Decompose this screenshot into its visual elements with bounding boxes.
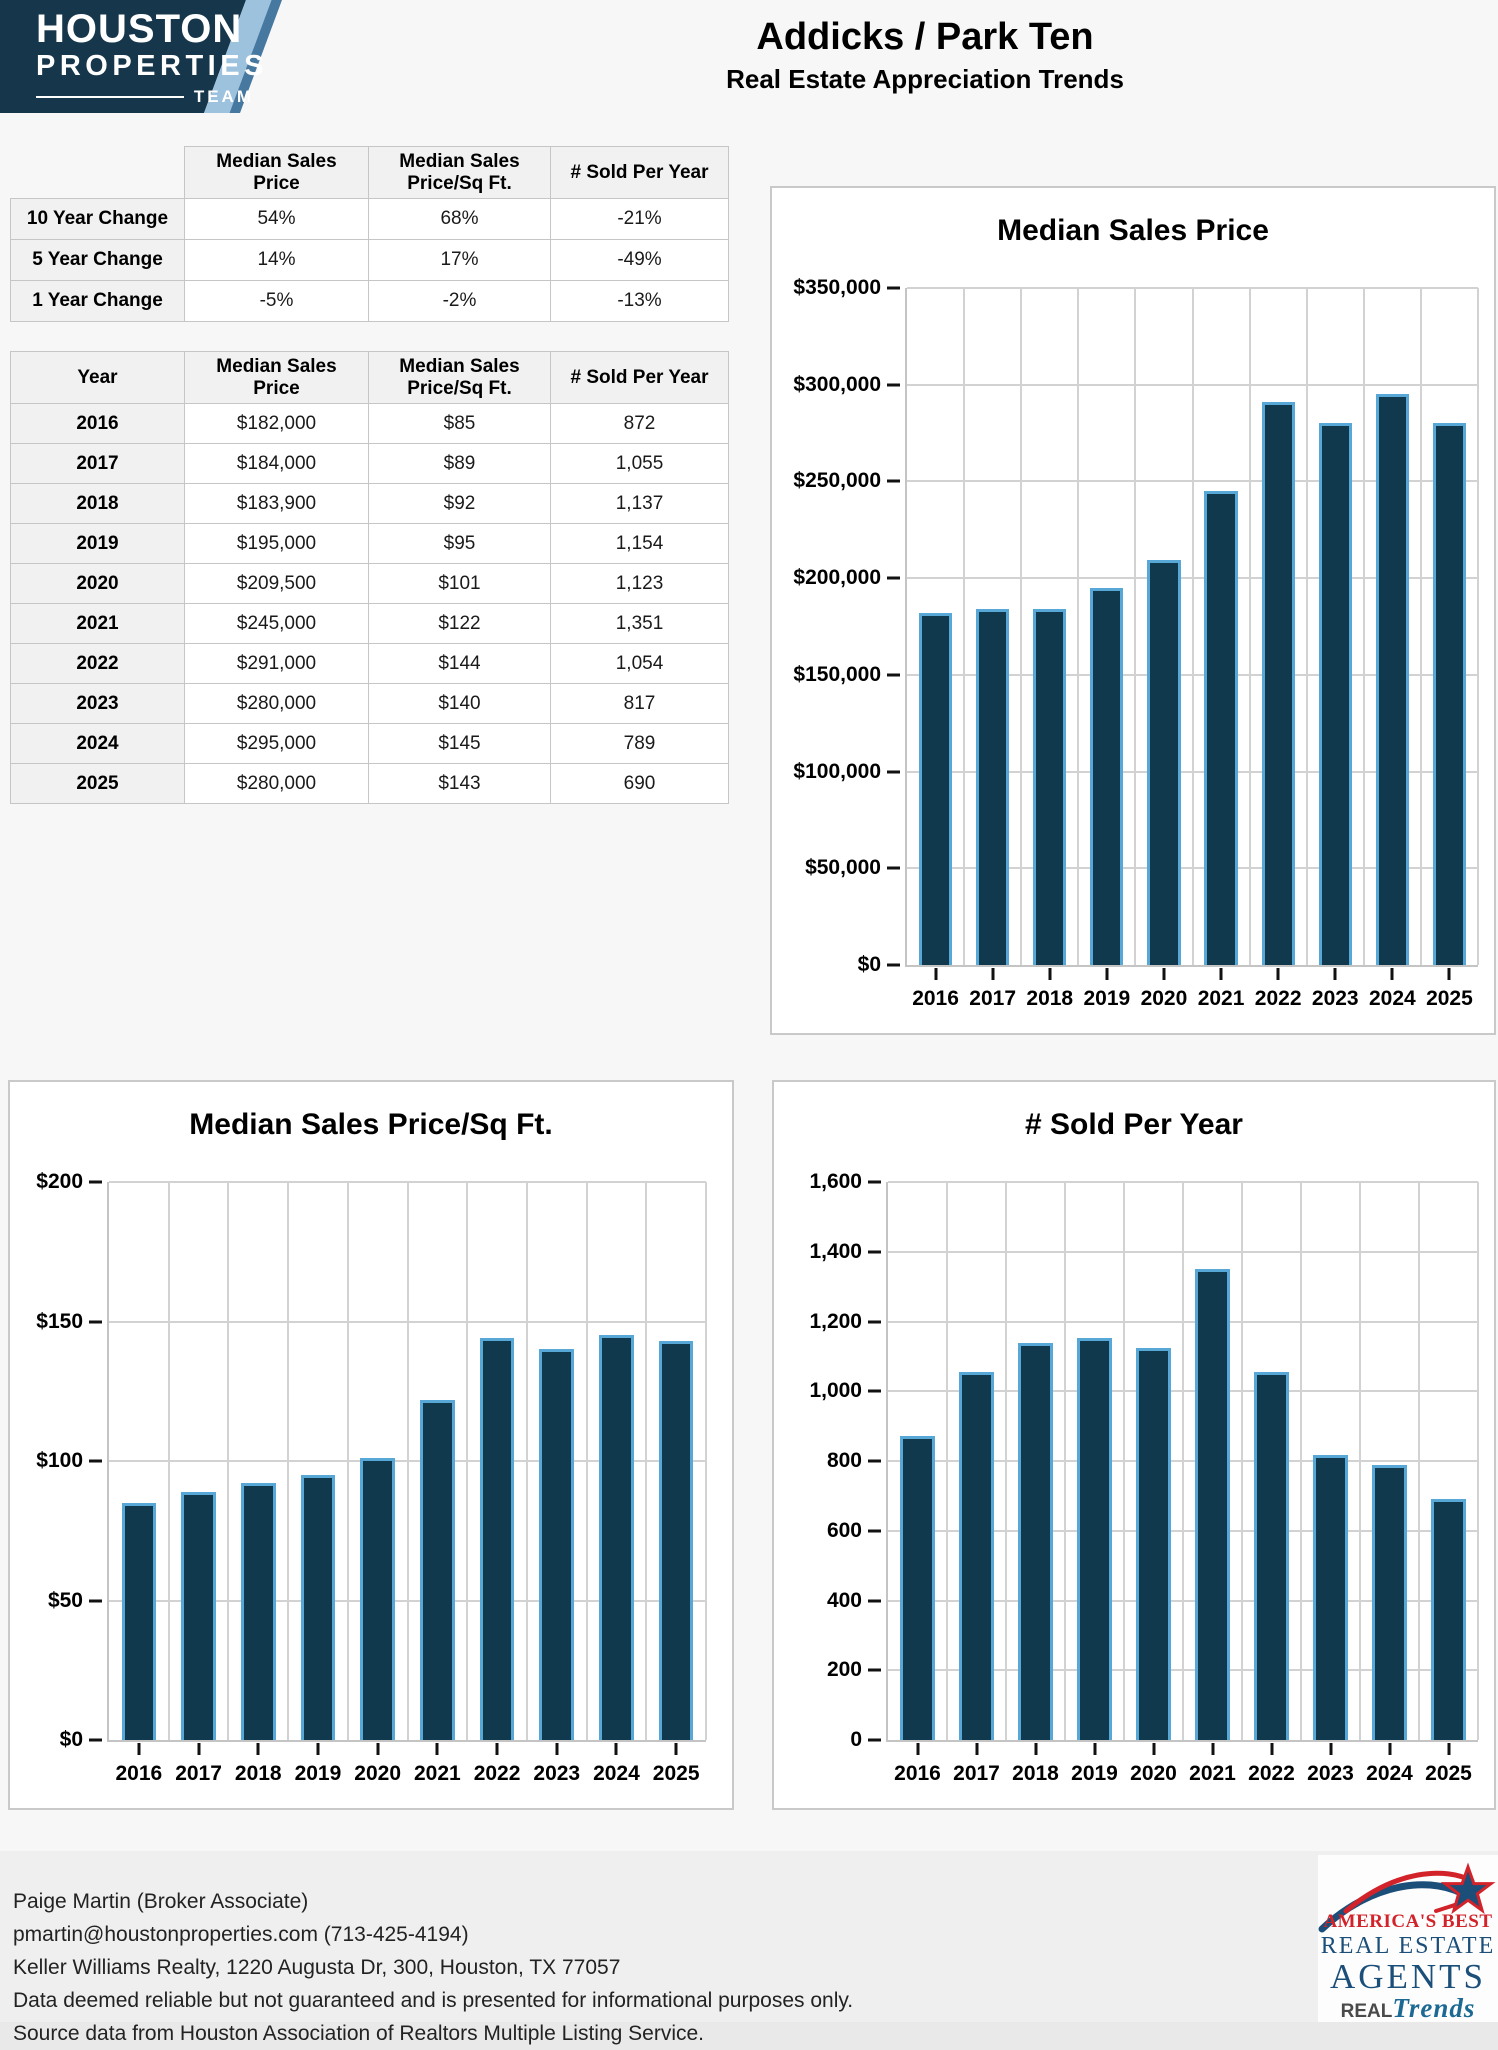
x-axis-label: 2021 [1197,987,1245,1010]
gridline-vertical [1192,288,1194,965]
chart-panel-median-sales-price [770,186,1496,1035]
title-block [370,16,1480,95]
gridline-vertical [963,288,965,965]
bar-2018 [241,1483,276,1740]
gridline-vertical [1249,288,1251,965]
x-axis-tick [1048,968,1051,980]
x-axis-tick [137,1743,140,1755]
bar-2019 [1077,1338,1111,1740]
yearly-cell-value: $291,000 [185,644,369,684]
x-axis-tick [1220,968,1223,980]
summary-cell-value: -21% [551,199,729,240]
summary-cell-value: 68% [369,199,551,240]
x-axis-label: 2019 [1083,987,1131,1010]
y-axis-label: $200 [36,1170,83,1193]
badge-trends: Trends [1392,1993,1476,2023]
x-axis-label: 2025 [1425,1762,1472,1785]
footer-source: Source data from Houston Association of Realtors Multiple Listing Service. [13,2022,705,2045]
gridline-horizontal [109,1321,706,1323]
yearly-row-year: 2018 [11,484,185,524]
yearly-col-year: Year [11,352,185,404]
yearly-col-median-sales-price: Median Sales Price [185,352,369,404]
yearly-row-year: 2016 [11,404,185,444]
gridline-horizontal [109,1181,706,1183]
page-title: Addicks / Park Ten [756,16,1094,58]
yearly-table-row [11,724,729,764]
y-axis-tick [868,1250,881,1253]
summary-col-median-sales-price: Median Sales Price [185,147,369,199]
bar-2024 [599,1335,634,1740]
y-axis-label: $250,000 [793,469,881,493]
bar-2016 [919,613,952,965]
yearly-cell-value: $140 [369,684,551,724]
bar-2025 [1433,423,1466,965]
gridline-vertical [1077,288,1079,965]
y-axis-label: 600 [826,1518,862,1542]
y-axis-tick [887,577,900,580]
y-axis-label: 1,200 [809,1309,862,1333]
x-axis-tick [1270,1743,1273,1755]
bar-2021 [420,1400,455,1740]
x-axis-tick [555,1743,558,1755]
yearly-row-year: 2024 [11,724,185,764]
yearly-cell-value: 817 [551,684,729,724]
yearly-row-year: 2025 [11,764,185,804]
summary-col-price-per-sqft: Median Sales Price/Sq Ft. [369,147,551,199]
x-axis-label: 2017 [953,1762,1000,1785]
gridline-vertical [1020,288,1022,965]
bar-2025 [1431,1499,1465,1740]
logo-team-row [36,87,254,107]
bar-2020 [1136,1348,1170,1740]
x-axis-tick [975,1743,978,1755]
gridline-vertical [1134,288,1136,965]
y-axis-tick [868,1599,881,1602]
chart-plot-median-sales-price [793,276,1478,1010]
summary-row-label: 10 Year Change [11,199,185,240]
x-axis-label: 2021 [1189,1762,1236,1785]
gridline-vertical [1420,288,1422,965]
yearly-cell-value: $143 [369,764,551,804]
badge-real-estate: REAL ESTATE [1320,1933,1496,1959]
yearly-cell-value: $184,000 [185,444,369,484]
x-axis-label: 2023 [1307,1762,1354,1785]
y-axis-tick [868,1669,881,1672]
badge-realtrends [1318,1993,1498,2024]
summary-row-label: 1 Year Change [11,281,185,322]
yearly-cell-value: $122 [369,604,551,644]
x-axis-tick [916,1743,919,1755]
x-axis-tick [257,1743,260,1755]
y-axis-tick [868,1739,881,1742]
y-axis-label: $150,000 [793,662,881,686]
bar-2020 [360,1458,395,1740]
badge-real: REAL [1340,2001,1393,2022]
houston-properties-logo [0,0,300,113]
x-axis-label: 2018 [234,1762,282,1785]
yearly-data-table [10,351,729,804]
x-axis-label: 2018 [1012,1762,1059,1785]
yearly-table-row [11,764,729,804]
y-axis-label: $0 [857,953,881,976]
summary-cell-value: -49% [551,240,729,281]
x-axis-tick [1388,1743,1391,1755]
x-axis-label: 2017 [175,1762,222,1785]
footer [0,1851,1498,2045]
bar-2019 [1090,588,1123,965]
x-axis-label: 2023 [1311,987,1359,1010]
y-axis-label: $0 [59,1728,83,1751]
yearly-cell-value: $245,000 [185,604,369,644]
yearly-cell-value: $295,000 [185,724,369,764]
x-axis-label: 2017 [969,987,1016,1010]
y-axis-tick [89,1739,102,1742]
yearly-table-row [11,604,729,644]
bar-2016 [122,1503,157,1740]
x-axis-tick [436,1743,439,1755]
footer-disclaimer: Data deemed reliable but not guaranteed and is presented for informational purposes only. [13,1989,854,2012]
y-axis-tick [887,964,900,967]
bar-2021 [1195,1269,1229,1740]
gridline-horizontal [907,287,1478,289]
badge-agents: AGENTS [1329,1957,1487,1996]
x-axis-tick [1093,1743,1096,1755]
yearly-table-row [11,404,729,444]
x-axis-tick [496,1743,499,1755]
bar-2023 [539,1349,574,1740]
x-axis-label: 2025 [652,1762,700,1785]
summary-table-row [11,281,729,322]
y-axis-label: 1,400 [809,1239,862,1263]
x-axis-label: 2016 [894,1762,941,1785]
y-axis-label: 0 [850,1728,862,1751]
bar-2016 [900,1436,934,1740]
y-axis-tick [887,770,900,773]
y-axis-label: $350,000 [793,276,881,299]
yearly-row-year: 2019 [11,524,185,564]
yearly-cell-value: $101 [369,564,551,604]
yearly-col-price-per-sqft: Median Sales Price/Sq Ft. [369,352,551,404]
summary-cell-value: -5% [185,281,369,322]
chart-plot-sold-per-year [809,1170,1478,1785]
x-axis-label: 2022 [473,1762,521,1785]
logo-word-team: TEAM [193,87,254,107]
yearly-header-row [11,352,729,404]
yearly-cell-value: $182,000 [185,404,369,444]
y-axis-label: 1,000 [809,1379,862,1403]
yearly-row-year: 2022 [11,644,185,684]
yearly-cell-value: $95 [369,524,551,564]
summary-header-row [11,147,729,199]
bar-2021 [1204,491,1237,965]
footer-contact-block [13,1885,853,2050]
y-axis-label: $200,000 [793,566,881,590]
logo-rule [36,96,184,98]
y-axis-tick [868,1181,881,1184]
yearly-cell-value: 1,154 [551,524,729,564]
bar-2020 [1147,560,1180,965]
x-axis-label: 2024 [1368,987,1416,1010]
y-axis-label: $50 [47,1588,83,1612]
yearly-cell-value: 872 [551,404,729,444]
y-axis-label: 200 [826,1658,862,1682]
yearly-cell-value: $195,000 [185,524,369,564]
y-axis-label: $100 [36,1449,83,1472]
chart-title-price-per-sqft: Median Sales Price/Sq Ft. [189,1108,553,1141]
yearly-cell-value: $280,000 [185,684,369,724]
x-axis-tick [991,968,994,980]
x-axis-tick [1448,968,1451,980]
footer-agent-name: Paige Martin (Broker Associate) [13,1890,309,1913]
x-axis-label: 2024 [1366,1762,1413,1785]
logo-word-houston: HOUSTON [36,7,243,51]
y-axis-tick [89,1181,102,1184]
summary-cell-value: 14% [185,240,369,281]
y-axis-tick [887,867,900,870]
yearly-cell-value: $85 [369,404,551,444]
yearly-cell-value: $209,500 [185,564,369,604]
yearly-cell-value: $92 [369,484,551,524]
yearly-table-row [11,484,729,524]
yearly-row-year: 2020 [11,564,185,604]
chart-plot-price-per-sqft [36,1170,706,1785]
x-axis-tick [1334,968,1337,980]
bar-2019 [301,1475,336,1740]
yearly-cell-value: $280,000 [185,764,369,804]
bar-2023 [1319,423,1352,965]
x-axis-tick [1447,1743,1450,1755]
bar-2022 [1254,1372,1288,1740]
summary-table-body [11,199,729,322]
x-axis-tick [1152,1743,1155,1755]
y-axis-label: 400 [826,1588,862,1612]
bar-2024 [1376,394,1409,965]
yearly-cell-value: $144 [369,644,551,684]
y-axis-label: 1,600 [809,1170,862,1193]
yearly-table-row [11,524,729,564]
x-axis-tick [1105,968,1108,980]
x-axis-tick [1034,1743,1037,1755]
y-axis-tick [89,1460,102,1463]
gridline-vertical [1477,288,1479,965]
y-axis-tick [868,1529,881,1532]
yearly-cell-value: 1,123 [551,564,729,604]
yearly-table-row [11,644,729,684]
x-axis-tick [1162,968,1165,980]
y-axis-label: 800 [826,1449,862,1472]
yearly-cell-value: 690 [551,764,729,804]
x-axis-label: 2021 [413,1762,461,1785]
yearly-row-year: 2017 [11,444,185,484]
x-axis-label: 2016 [115,1762,163,1785]
summary-cell-value: 17% [369,240,551,281]
summary-change-table [10,146,729,322]
footer-agent-contact: pmartin@houstonproperties.com (713-425-4194) [13,1923,469,1946]
bar-2022 [480,1338,515,1740]
gridline-horizontal [888,1321,1478,1323]
summary-table-row [11,199,729,240]
y-axis-tick [868,1460,881,1463]
x-axis-label: 2018 [1026,987,1074,1010]
x-axis-tick [376,1743,379,1755]
x-axis-tick [197,1743,200,1755]
x-axis-label: 2020 [1140,987,1188,1010]
x-axis-label: 2025 [1426,987,1473,1010]
chart-title-median-sales-price: Median Sales Price [997,214,1269,247]
bar-2018 [1018,1343,1052,1740]
y-axis-label: $50,000 [805,856,881,880]
y-axis-tick [868,1390,881,1393]
x-axis-label: 2020 [354,1762,401,1785]
yearly-cell-value: 1,351 [551,604,729,644]
x-axis-label: 2024 [593,1762,640,1785]
chart-title-sold-per-year: # Sold Per Year [1025,1108,1243,1141]
yearly-row-year: 2021 [11,604,185,644]
americas-best-badge [1318,1855,1498,2022]
bar-2022 [1262,402,1295,965]
x-axis-tick [1277,968,1280,980]
summary-cell-value: 54% [185,199,369,240]
yearly-table-row [11,564,729,604]
x-axis-label: 2019 [1071,1762,1118,1785]
y-axis-label: $150 [36,1309,83,1333]
x-axis-label: 2020 [1130,1762,1177,1785]
x-axis-label: 2022 [1248,1762,1295,1785]
yearly-col-sold-per-year: # Sold Per Year [551,352,729,404]
y-axis-tick [887,383,900,386]
gridline-horizontal [888,1251,1478,1253]
y-axis-tick [887,673,900,676]
bar-2017 [181,1492,216,1740]
bar-2018 [1033,609,1066,965]
x-axis-tick [934,968,937,980]
x-axis-label: 2019 [294,1762,342,1785]
yearly-cell-value: $89 [369,444,551,484]
x-axis-tick [316,1743,319,1755]
badge-americas-best: AMERICA'S BEST [1323,1911,1493,1932]
bar-2017 [976,609,1009,965]
yearly-cell-value: 1,054 [551,644,729,684]
summary-cell-value: -2% [369,281,551,322]
x-axis-label: 2023 [533,1762,581,1785]
y-axis-tick [89,1320,102,1323]
x-axis-tick [675,1743,678,1755]
yearly-cell-value: $183,900 [185,484,369,524]
summary-table-row [11,240,729,281]
summary-row-label: 5 Year Change [11,240,185,281]
x-axis-label: 2022 [1254,987,1302,1010]
logo-text [36,8,268,107]
yearly-cell-value: 789 [551,724,729,764]
bar-2023 [1313,1455,1347,1740]
bar-2017 [959,1372,993,1740]
gridline-horizontal [907,384,1478,386]
x-axis-tick [615,1743,618,1755]
page-subtitle: Real Estate Appreciation Trends [726,63,1124,94]
gridline-horizontal [888,1181,1478,1183]
yearly-cell-value: $145 [369,724,551,764]
gridline-vertical [1363,288,1365,965]
y-axis-tick [89,1599,102,1602]
yearly-table-row [11,684,729,724]
x-axis-tick [1329,1743,1332,1755]
x-axis-tick [1391,968,1394,980]
yearly-table-body [11,404,729,804]
summary-cell-value: -13% [551,281,729,322]
chart-panel-price-per-sqft [8,1080,734,1810]
summary-col-sold-per-year: # Sold Per Year [551,147,729,199]
footer-brokerage-address: Keller Williams Realty, 1220 Augusta Dr, 300, Houston, TX 77057 [13,1956,621,1979]
chart-panel-sold-per-year [772,1080,1496,1810]
bar-2024 [1372,1465,1406,1740]
y-axis-tick [887,480,900,483]
summary-blank-corner [11,147,185,199]
yearly-cell-value: 1,137 [551,484,729,524]
yearly-table-row [11,444,729,484]
yearly-cell-value: 1,055 [551,444,729,484]
y-axis-label: $300,000 [793,372,881,396]
logo-word-properties: PROPERTIES [36,50,268,82]
x-axis-tick [1211,1743,1214,1755]
x-axis-label: 2016 [912,987,959,1010]
bar-2025 [659,1341,694,1740]
gridline-vertical [1306,288,1308,965]
yearly-row-year: 2023 [11,684,185,724]
y-axis-tick [868,1320,881,1323]
y-axis-label: $100,000 [793,759,881,783]
y-axis-tick [887,287,900,290]
